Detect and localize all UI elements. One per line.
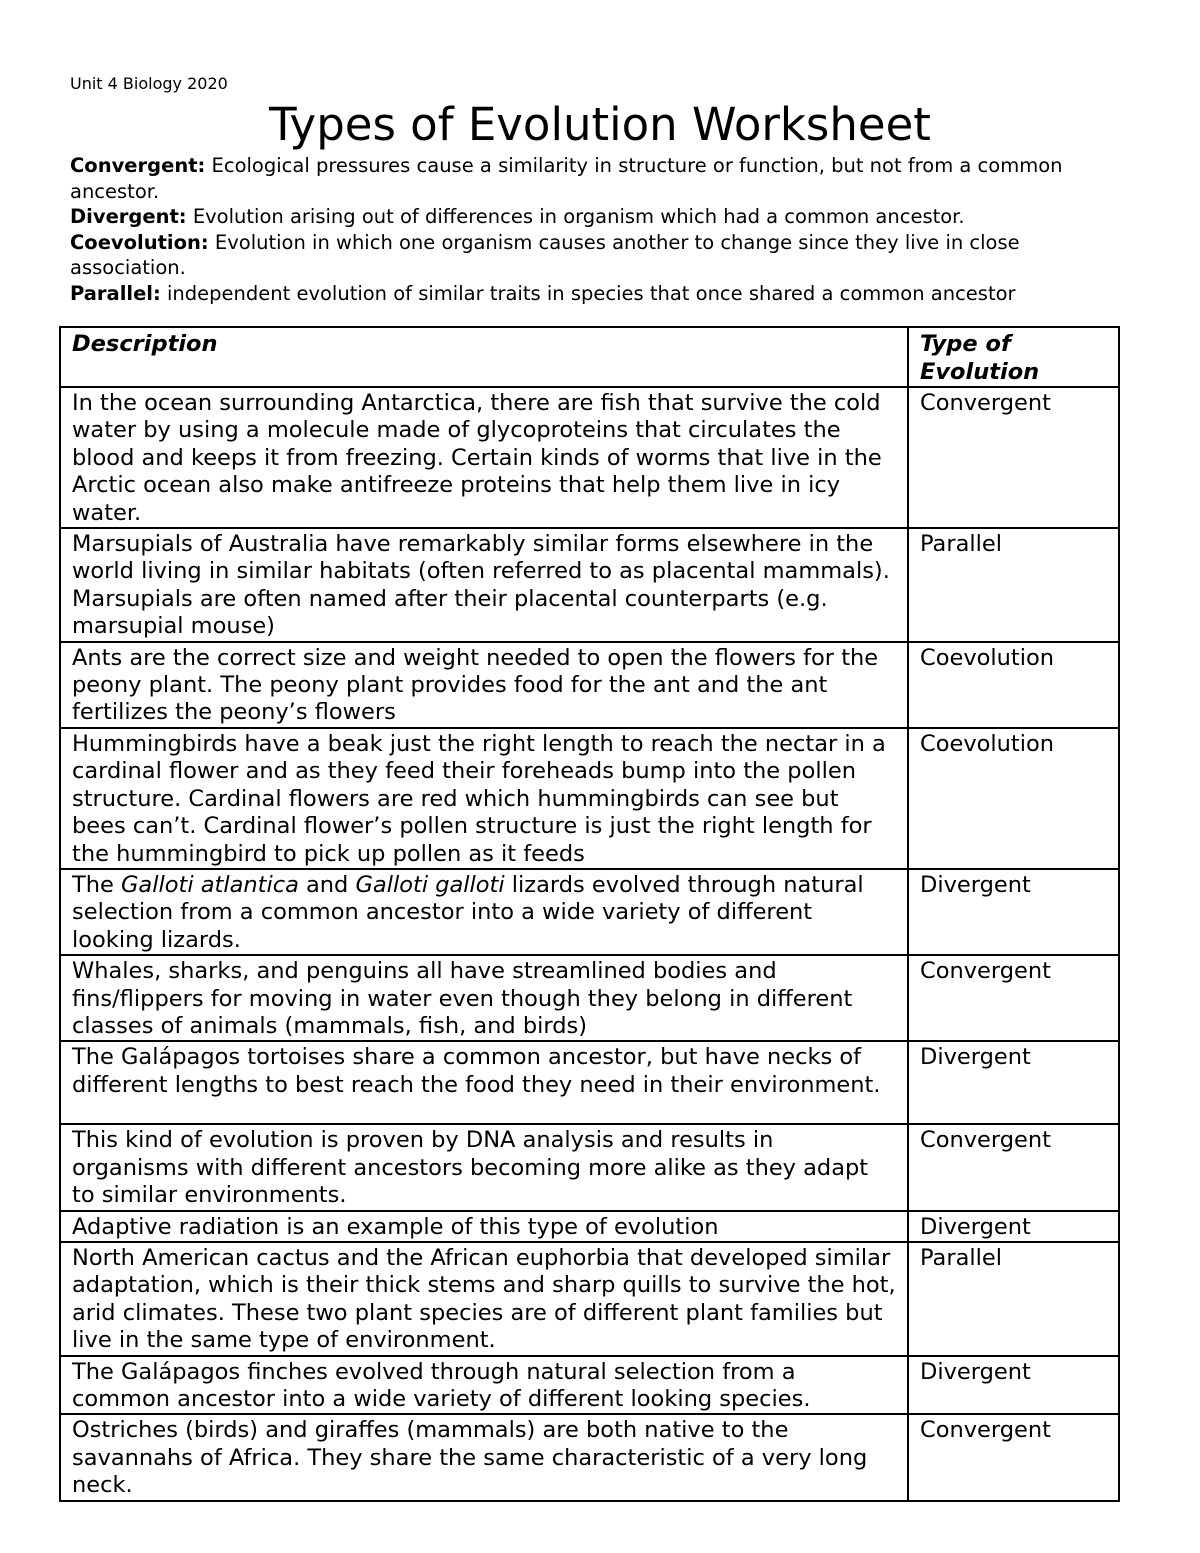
row-type: Divergent [908,1356,1119,1415]
species-name: Galloti galloti [355,871,505,898]
species-name: Galloti atlantica [121,871,299,898]
row-type: Divergent [908,869,1119,955]
row-description: Ants are the correct size and weight needed to open the flowers for the peony plant. The peony plant provides food for the ant and the ant fertilizes the peony’s flowers [60,642,908,728]
definition-divergent [70,204,1130,230]
table-row [60,387,1119,528]
definitions-block [70,153,1130,306]
table-row [60,728,1119,869]
row-description: Whales, sharks, and penguins all have streamlined bodies and fins/flippers for moving in water even though they belong in different classes of animals (mammals, fish, and birds) [60,955,908,1041]
description-text: The [72,871,121,898]
row-description: Marsupials of Australia have remarkably similar forms elsewhere in the world living in similar habitats (often referred to as placental mammals). Marsupials are often named after their placental counterparts (e.g. marsupial mouse) [60,528,908,642]
table-row [60,642,1119,728]
table-row [60,1242,1119,1356]
row-type: Parallel [908,528,1119,642]
row-description: The Galápagos tortoises share a common ancestor, but have necks of different lengths to best reach the food they need in their environment. [60,1041,908,1124]
table-row [60,528,1119,642]
course-label: Unit 4 Biology 2020 [70,74,228,93]
row-type: Parallel [908,1242,1119,1356]
table-header-row [60,327,1119,387]
row-type: Coevolution [908,642,1119,728]
row-description: Ostriches (birds) and giraffes (mammals) are both native to the savannahs of Africa. They share the same characteristic of a very long neck. [60,1414,908,1500]
header-type: Type of Evolution [908,327,1119,387]
row-type: Divergent [908,1041,1119,1124]
table-row [60,1124,1119,1210]
row-description: In the ocean surrounding Antarctica, there are fish that survive the cold water by using a molecule made of glycoproteins that circulates the blood and keeps it from freezing. Certain kinds of worms that live in the Arctic ocean also make antifreeze proteins that help them live in icy water. [60,387,908,528]
definition-parallel [70,281,1130,307]
description-text: and [298,871,356,898]
row-description [60,869,908,955]
header-description: Description [60,327,908,387]
definition-text: independent evolution of similar traits in species that once shared a common ancestor [160,281,1016,305]
evolution-table [59,326,1120,1502]
row-type: Convergent [908,955,1119,1041]
description-text: lizards evolved through natural selection from a common ancestor into a wide variety of different looking lizards. [72,871,864,953]
table-row [60,1041,1119,1124]
table-row [60,1414,1119,1500]
row-description: Hummingbirds have a beak just the right length to reach the nectar in a cardinal flower and as they feed their foreheads bump into the pollen structure. Cardinal flowers are red which hummingbirds can see but bees can’t. Cardinal flower’s pollen structure is just the right length for the hummingbird to pick up pollen as it feeds [60,728,908,869]
definition-term: Parallel: [70,281,161,305]
row-type: Convergent [908,1124,1119,1210]
definition-term: Coevolution: [70,230,209,254]
table-row [60,955,1119,1041]
row-type: Coevolution [908,728,1119,869]
row-description: The Galápagos finches evolved through natural selection from a common ancestor into a wide variety of different looking species. [60,1356,908,1415]
page-title: Types of Evolution Worksheet [269,98,931,151]
definition-convergent [70,153,1130,204]
row-type: Divergent [908,1211,1119,1242]
table-row [60,1211,1119,1242]
row-description: This kind of evolution is proven by DNA analysis and results in organisms with different ancestors becoming more alike as they adapt to similar environments. [60,1124,908,1210]
row-description: North American cactus and the African euphorbia that developed similar adaptation, which is their thick stems and sharp quills to survive the hot, arid climates. These two plant species are of different plant families but live in the same type of environment. [60,1242,908,1356]
row-type: Convergent [908,1414,1119,1500]
definition-text: Evolution arising out of differences in organism which had a common ancestor. [186,205,965,228]
table-row [60,869,1119,955]
table-row [60,1356,1119,1415]
definition-text: Ecological pressures cause a similarity in structure or function, but not from a common ancestor. [70,154,1063,203]
row-description: Adaptive radiation is an example of this type of evolution [60,1211,908,1242]
definition-text: Evolution in which one organism causes another to change since they live in close association. [70,230,1020,279]
definition-coevolution [70,230,1130,281]
definition-term: Divergent: [70,205,187,228]
row-type: Convergent [908,387,1119,528]
definition-term: Convergent: [70,154,206,177]
